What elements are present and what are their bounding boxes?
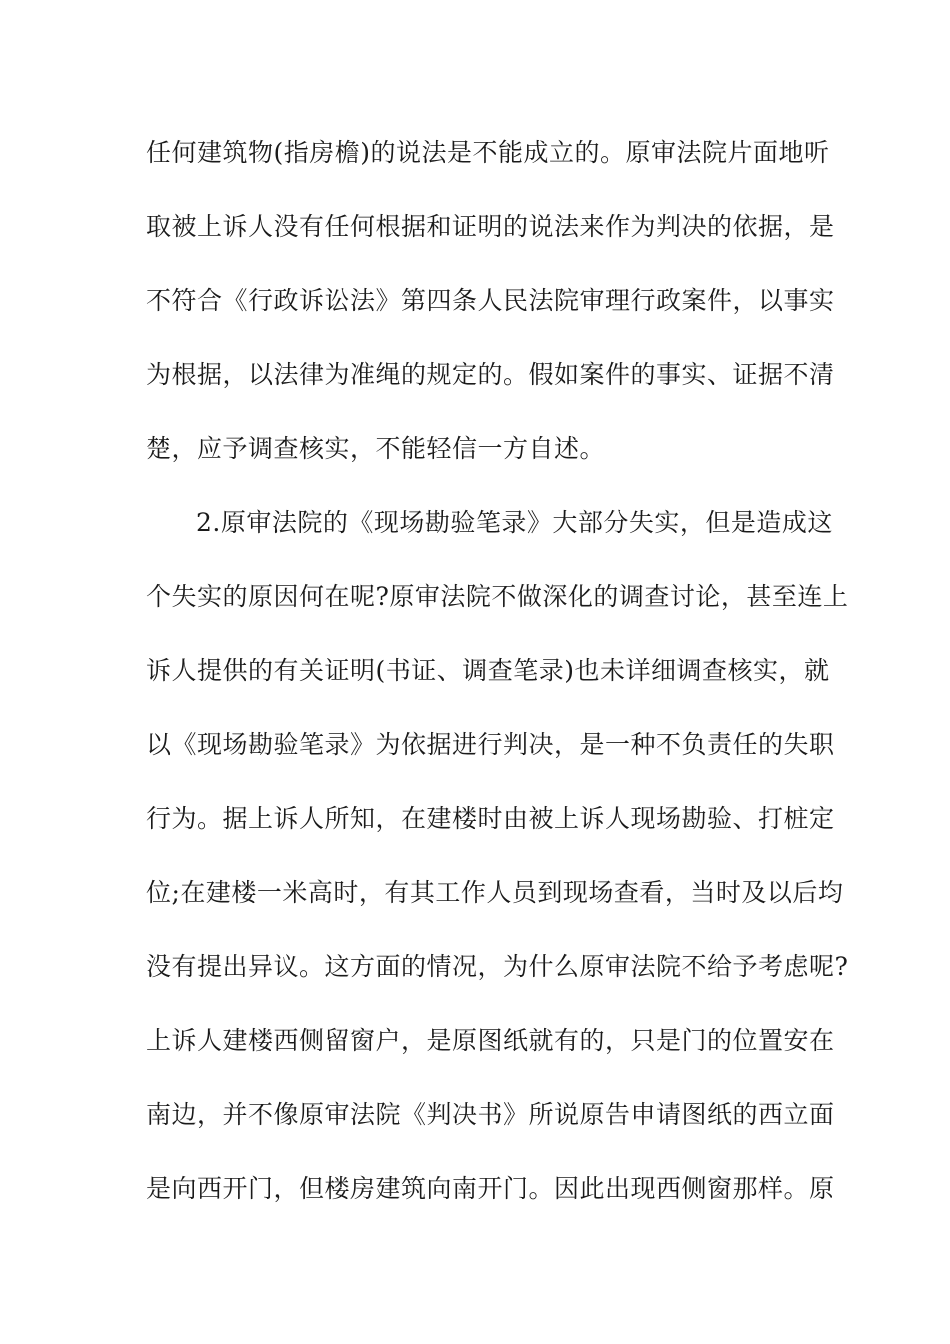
text-line: 诉人提供的有关证明(书证、调查笔录)也未详细调查核实，就 bbox=[146, 656, 830, 685]
text-line: 位;在建楼一米高时，有其工作人员到现场查看，当时及以后均 bbox=[146, 878, 844, 907]
text-line: 任何建筑物(指房檐)的说法是不能成立的。原审法院片面地听 bbox=[146, 138, 830, 167]
text-line: 取被上诉人没有任何根据和证明的说法来作为判决的依据，是 bbox=[146, 212, 835, 241]
text-line: 上诉人建楼西侧留窗户，是原图纸就有的，只是门的位置安在 bbox=[146, 1026, 835, 1055]
text-line: 行为。据上诉人所知，在建楼时由被上诉人现场勘验、打桩定 bbox=[146, 804, 835, 833]
text-line: 为根据，以法律为准绳的规定的。假如案件的事实、证据不清 bbox=[146, 360, 835, 389]
text-line: 南边，并不像原审法院《判决书》所说原告申请图纸的西立面 bbox=[146, 1100, 835, 1129]
text-line: 没有提出异议。这方面的情况，为什么原审法院不给予考虑呢? bbox=[146, 952, 849, 981]
text-line: 是向西开门，但楼房建筑向南开门。因此出现西侧窗那样。原 bbox=[146, 1174, 835, 1203]
text-line: 不符合《行政诉讼法》第四条人民法院审理行政案件，以事实 bbox=[146, 286, 835, 315]
text-line: 个失实的原因何在呢?原审法院不做深化的调查讨论，甚至连上 bbox=[146, 582, 849, 611]
text-line: 楚，应予调查核实，不能轻信一方自述。 bbox=[146, 434, 606, 463]
text-line: 以《现场勘验笔录》为依据进行判决，是一种不负责任的失职 bbox=[146, 730, 835, 759]
text-line: 2.原审法院的《现场勘验笔录》大部分失实，但是造成这 bbox=[196, 508, 833, 537]
